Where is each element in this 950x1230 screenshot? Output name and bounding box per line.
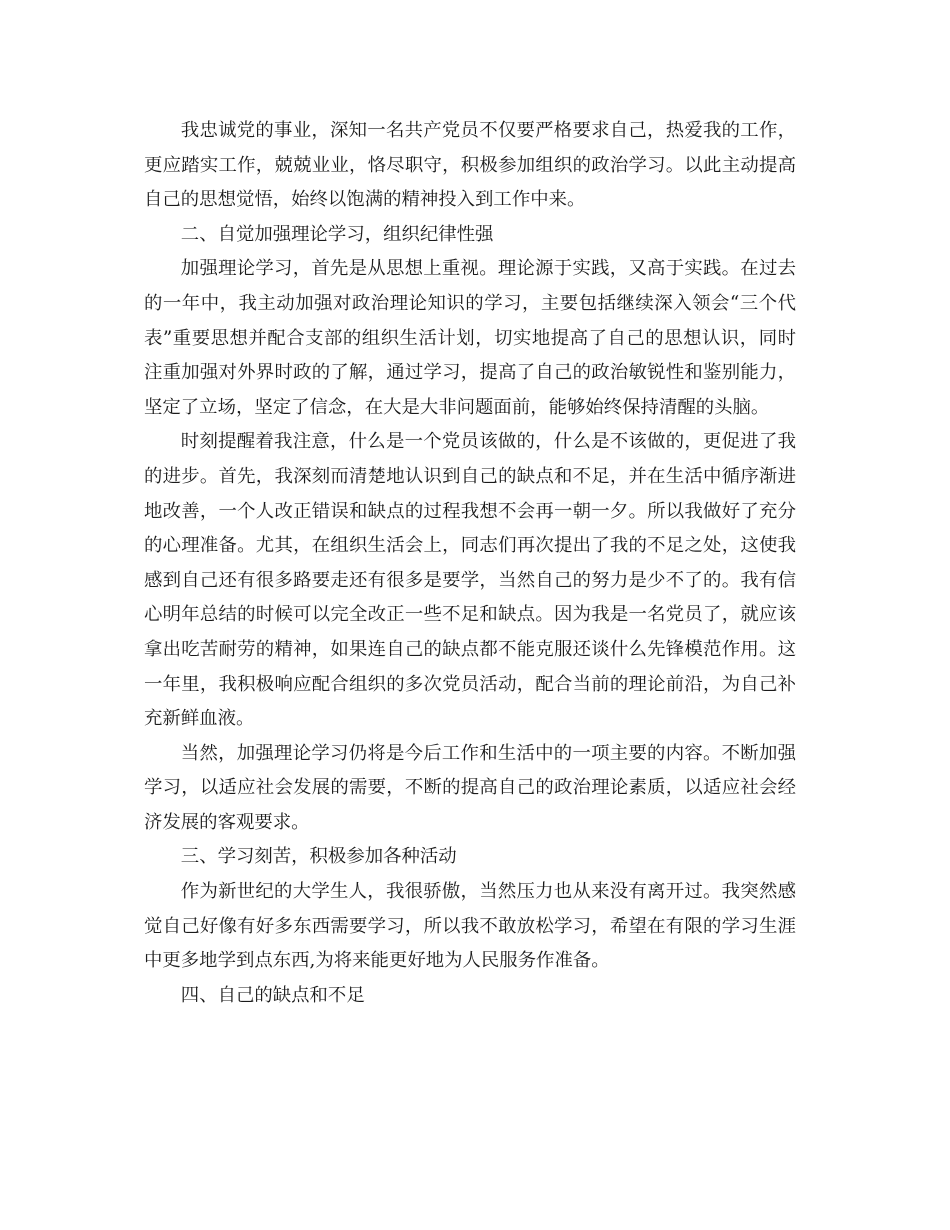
section-heading-2: 二、自觉加强理论学习，组织纪律性强 bbox=[180, 223, 494, 245]
paragraph-theory-study: 加强理论学习，首先是从思想上重视。理论源于实践，又高于实践。在过去的一年中，我主动加强对政治理论知识的学习，主要包括继续深入领会“三个代表”重要思想并配合支部的组织生活计划，切实地提高了自己的思想认识，同时注重加强对外界时政的了解，通过学习，提高了自己的政治敏锐性和鉴别能力，坚定了立场，坚定了信念，在大是大非问题面前，能够始终保持清醒的头脑。 bbox=[144, 258, 796, 418]
paragraph-self-reflection: 时刻提醒着我注意，什么是一个党员该做的，什么是不该做的，更促进了我的进步。首先，我深刻而清楚地认识到自己的缺点和不足，并在生活中循序渐进地改善，一个人改正错误和缺点的过程我想不会再一朝一夕。所以我做好了充分的心理准备。尤其，在组织生活会上，同志们再次提出了我的不足之处，这使我感到自己还有很多路要走还有很多是要学，当然自己的努力是少不了的。我有信心明年总结的时候可以完全改正一些不足和缺点。因为我是一名党员了，就应该拿出吃苦耐劳的精神，如果连自己的缺点都不能克服还谈什么先锋模范作用。这一年里，我积极响应配合组织的多次党员活动，配合当前的理论前沿，为自己补充新鲜血液。 bbox=[144, 431, 796, 730]
paragraph-student-pride: 作为新世纪的大学生人，我很骄傲，当然压力也从来没有离开过。我突然感觉自己好像有好多东西需要学习，所以我不敢放松学习，希望在有限的学习生涯中更多地学到点东西,为将来能更好地为人民服务作准备。 bbox=[144, 881, 796, 972]
document-body bbox=[144, 114, 796, 1013]
paragraph-continued-study: 当然，加强理论学习仍将是今后工作和生活中的一项主要的内容。不断加强学习，以适应社会发展的需要，不断的提高自己的政治理论素质，以适应社会经济发展的客观要求。 bbox=[144, 742, 796, 833]
section-heading-4: 四、自己的缺点和不足 bbox=[180, 984, 365, 1006]
section-heading-3: 三、学习刻苦，积极参加各种活动 bbox=[180, 846, 457, 868]
paragraph-loyalty: 我忠诚党的事业，深知一名共产党员不仅要严格要求自己，热爱我的工作，更应踏实工作，兢兢业业，恪尽职守，积极参加组织的政治学习。以此主动提高自己的思想觉悟，始终以饱满的精神投入到工作中来。 bbox=[144, 120, 796, 211]
